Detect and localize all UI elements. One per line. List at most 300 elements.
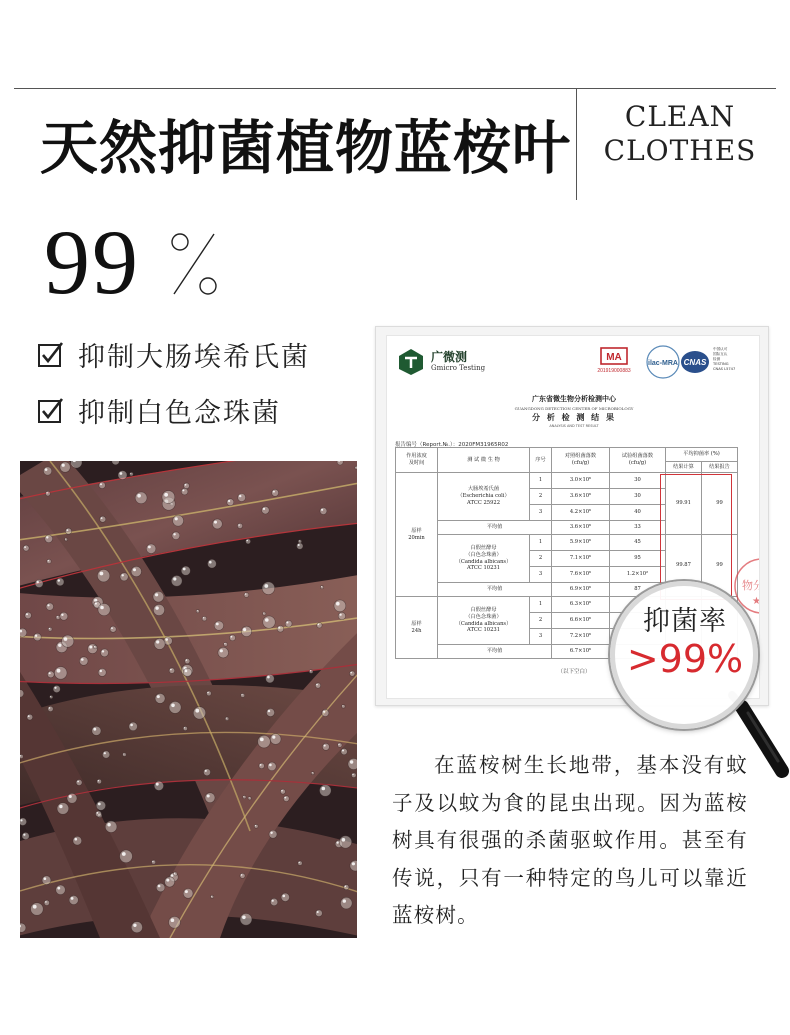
brand-line-1: CLEAN bbox=[624, 100, 736, 133]
water-drop-highlight bbox=[58, 644, 61, 647]
row-control: 3.6×10⁶ bbox=[552, 489, 610, 505]
water-drop-highlight bbox=[260, 764, 262, 766]
row-control: 7.2×10⁶ bbox=[552, 629, 610, 645]
magnifier-value: >99% bbox=[626, 637, 744, 681]
water-drop-highlight bbox=[94, 646, 95, 647]
water-drop bbox=[262, 506, 270, 514]
water-drop bbox=[214, 621, 223, 630]
water-drop bbox=[258, 735, 271, 748]
water-drop bbox=[154, 781, 163, 790]
water-drop-highlight bbox=[81, 658, 84, 661]
water-drop bbox=[208, 559, 217, 568]
water-drop bbox=[238, 494, 246, 502]
water-drop bbox=[311, 772, 314, 775]
water-drop bbox=[165, 877, 175, 887]
water-drop-highlight bbox=[205, 770, 207, 772]
water-drop bbox=[341, 897, 353, 909]
water-drop bbox=[45, 535, 53, 543]
water-drop bbox=[183, 668, 191, 676]
row-seq: 3 bbox=[530, 629, 552, 645]
water-drop-highlight bbox=[224, 643, 225, 644]
water-drop bbox=[67, 793, 77, 803]
water-drop bbox=[135, 492, 147, 504]
water-drop-highlight bbox=[316, 684, 318, 686]
water-drop bbox=[352, 773, 357, 778]
water-drop-highlight bbox=[77, 781, 79, 783]
row-control: 7.6×10⁶ bbox=[552, 567, 610, 583]
water-drop-highlight bbox=[65, 539, 66, 540]
magnifier-label: 抑菌率 bbox=[643, 606, 727, 637]
water-drop bbox=[338, 743, 342, 747]
water-drop-highlight bbox=[238, 524, 240, 526]
water-drop-highlight bbox=[323, 711, 325, 713]
col-seq: 序号 bbox=[530, 448, 552, 473]
brand-text bbox=[600, 100, 760, 168]
report-result-title: 分 析 检 测 结 果 bbox=[532, 413, 616, 422]
water-drop bbox=[193, 707, 205, 719]
brand-line-2: CLOTHES bbox=[603, 134, 757, 167]
row-seq: 3 bbox=[530, 505, 552, 521]
water-drop bbox=[97, 779, 102, 784]
water-drop bbox=[120, 573, 128, 581]
water-drop bbox=[241, 693, 245, 697]
water-drop bbox=[240, 913, 252, 925]
checkbox-checked-icon bbox=[38, 341, 64, 367]
group-time: 原样 20min bbox=[396, 473, 438, 597]
water-drop-highlight bbox=[321, 586, 322, 587]
water-drop-highlight bbox=[175, 517, 178, 520]
stat-value: 99 bbox=[44, 211, 140, 313]
header-divider bbox=[576, 88, 577, 200]
water-drop bbox=[181, 566, 190, 575]
water-drop bbox=[183, 889, 193, 899]
water-drop bbox=[173, 872, 177, 876]
percent-sign-icon bbox=[170, 228, 220, 298]
water-drop bbox=[65, 528, 71, 534]
water-drop-highlight bbox=[267, 676, 270, 679]
water-drop-highlight bbox=[57, 616, 58, 617]
svg-text:检测: 检测 bbox=[713, 357, 721, 361]
water-drop-highlight bbox=[102, 650, 104, 652]
water-drop bbox=[196, 610, 199, 613]
water-drop-highlight bbox=[342, 705, 343, 706]
water-drop bbox=[96, 811, 102, 817]
lab-name-cn: 广微测 bbox=[431, 350, 468, 364]
water-drop-highlight bbox=[214, 521, 217, 524]
water-drop-highlight bbox=[20, 819, 22, 821]
water-drop bbox=[181, 488, 188, 495]
water-drop bbox=[285, 620, 292, 627]
water-drop-highlight bbox=[170, 669, 172, 671]
description-text: 在蓝桉树生长地带，基本没有蚊子及以蚊为食的昆虫出现。因为蓝桉树具有很强的杀菌驱蚊作用。甚至有传说，只有一种特定的鸟儿可以靠近蓝桉树。 bbox=[392, 753, 748, 927]
water-drop-highlight bbox=[226, 718, 227, 719]
rate-report: 99 bbox=[702, 473, 738, 535]
water-drop bbox=[241, 626, 251, 636]
water-drop bbox=[171, 576, 182, 587]
water-drop-highlight bbox=[246, 540, 248, 542]
water-drop bbox=[152, 860, 156, 864]
water-drop bbox=[47, 671, 54, 678]
water-drop bbox=[224, 642, 228, 646]
water-drop-highlight bbox=[54, 687, 56, 689]
water-drop bbox=[56, 885, 66, 895]
water-drop-highlight bbox=[185, 890, 188, 893]
water-drop-highlight bbox=[183, 568, 186, 571]
water-drop-highlight bbox=[67, 529, 69, 531]
avg-control: 6.9×10⁶ bbox=[552, 583, 610, 597]
water-drop bbox=[316, 910, 323, 917]
water-drop bbox=[169, 701, 181, 713]
water-drop bbox=[102, 751, 109, 758]
water-drop bbox=[320, 785, 332, 797]
svg-text:TESTING: TESTING bbox=[713, 362, 729, 366]
water-drop bbox=[56, 578, 64, 586]
svg-text:★: ★ bbox=[752, 596, 761, 607]
water-drop-highlight bbox=[47, 604, 49, 606]
water-drop bbox=[27, 714, 33, 720]
water-drop-highlight bbox=[120, 472, 123, 475]
row-test: 40 bbox=[610, 505, 666, 521]
water-drop bbox=[227, 499, 234, 506]
water-drop-highlight bbox=[260, 738, 264, 742]
water-drop bbox=[169, 668, 175, 674]
water-drop-highlight bbox=[152, 861, 153, 862]
group-time: 原样 24h bbox=[396, 597, 438, 659]
water-drop-highlight bbox=[130, 473, 131, 474]
svg-text:ilac-MRA: ilac-MRA bbox=[648, 360, 678, 367]
water-drop bbox=[344, 885, 349, 890]
report-number: 报告编号（Report.№.）：2020FM31965R02 bbox=[395, 442, 509, 448]
water-drop-highlight bbox=[59, 805, 62, 808]
water-drop bbox=[269, 830, 277, 838]
water-drop-highlight bbox=[264, 584, 268, 588]
water-drop bbox=[254, 824, 258, 828]
water-drop-highlight bbox=[45, 468, 48, 471]
water-drop-highlight bbox=[336, 602, 340, 606]
water-drop-highlight bbox=[281, 790, 283, 792]
col-rate-calc: 结果计算 bbox=[666, 462, 702, 473]
water-drop-highlight bbox=[203, 617, 204, 618]
water-drop-highlight bbox=[58, 579, 60, 581]
water-drop-highlight bbox=[157, 695, 160, 698]
water-drop-highlight bbox=[216, 623, 219, 626]
water-drop bbox=[162, 491, 175, 504]
water-drop bbox=[183, 726, 187, 730]
water-drop bbox=[76, 780, 82, 786]
water-drop bbox=[96, 801, 105, 810]
water-drop-highlight bbox=[265, 618, 269, 622]
water-drop bbox=[99, 482, 106, 489]
water-drop bbox=[23, 545, 29, 551]
avg-control: 3.6×10⁶ bbox=[552, 521, 610, 535]
report-footer: （以下空白） bbox=[557, 669, 591, 675]
water-drop bbox=[130, 472, 134, 476]
water-drop bbox=[184, 483, 190, 489]
water-drop-highlight bbox=[173, 533, 175, 535]
water-drop bbox=[42, 876, 51, 885]
water-drop bbox=[185, 659, 190, 664]
water-drop bbox=[48, 706, 53, 711]
water-drop bbox=[60, 462, 70, 472]
organism-name: 白假丝酵母 （白色念珠菌） （Candida albicans） ATCC 10231 bbox=[438, 535, 530, 583]
water-drop bbox=[169, 916, 181, 928]
water-drop bbox=[92, 726, 101, 735]
water-drop bbox=[110, 626, 116, 632]
row-seq: 3 bbox=[530, 567, 552, 583]
water-drop-highlight bbox=[35, 635, 37, 637]
water-drop-highlight bbox=[182, 489, 184, 491]
water-drop-highlight bbox=[171, 704, 175, 708]
col-control: 对照组菌落数 (cfu/g) bbox=[552, 448, 610, 473]
water-drop-highlight bbox=[26, 613, 28, 615]
water-drop bbox=[129, 722, 138, 731]
water-drop bbox=[341, 748, 347, 754]
water-drop bbox=[155, 693, 165, 703]
water-drop bbox=[334, 600, 346, 612]
water-drop-highlight bbox=[173, 577, 176, 580]
water-drop-highlight bbox=[95, 603, 97, 605]
water-drop bbox=[79, 657, 88, 666]
water-drop bbox=[105, 821, 117, 833]
water-drop-highlight bbox=[165, 638, 168, 641]
water-drop-highlight bbox=[340, 614, 342, 616]
water-drop bbox=[54, 667, 67, 680]
water-drop-highlight bbox=[158, 885, 161, 888]
water-drop-highlight bbox=[283, 895, 286, 898]
row-seq: 1 bbox=[530, 535, 552, 551]
water-drop bbox=[120, 850, 133, 863]
certification-marks-icon bbox=[597, 342, 757, 386]
water-drop bbox=[47, 559, 51, 563]
water-drop-highlight bbox=[310, 670, 311, 671]
water-drop-highlight bbox=[269, 764, 272, 767]
water-drop-highlight bbox=[64, 637, 68, 641]
col-organism: 测 试 微 生 物 bbox=[438, 448, 530, 473]
water-drop bbox=[62, 635, 74, 647]
water-drop-highlight bbox=[89, 646, 92, 649]
water-drop-highlight bbox=[342, 838, 346, 842]
water-drop-highlight bbox=[209, 561, 212, 564]
row-control: 6.3×10⁶ bbox=[552, 597, 610, 613]
water-drop bbox=[98, 604, 110, 616]
water-drop-highlight bbox=[268, 710, 270, 712]
avg-test: 87 bbox=[610, 583, 666, 597]
water-drop bbox=[283, 796, 289, 802]
water-drop-highlight bbox=[284, 797, 286, 799]
row-test: 30 bbox=[610, 489, 666, 505]
water-drop bbox=[309, 670, 313, 674]
rate-calc: 99.91 bbox=[666, 473, 702, 535]
water-drop bbox=[259, 763, 265, 769]
water-drop bbox=[123, 753, 127, 757]
water-drop bbox=[348, 758, 357, 769]
water-drop bbox=[35, 580, 43, 588]
water-drop-highlight bbox=[100, 483, 102, 485]
water-drop bbox=[50, 695, 53, 698]
svg-text:MA: MA bbox=[606, 352, 622, 363]
water-drop-highlight bbox=[185, 484, 187, 486]
water-drop bbox=[43, 467, 51, 475]
water-drop bbox=[244, 593, 249, 598]
water-drop bbox=[146, 544, 156, 554]
eucalyptus-leaves-photo bbox=[20, 461, 357, 938]
row-control: 6.6×10⁶ bbox=[552, 613, 610, 629]
svg-text:国际互认: 国际互认 bbox=[713, 352, 728, 356]
water-drop-highlight bbox=[171, 918, 175, 922]
row-seq: 2 bbox=[530, 613, 552, 629]
water-drop-highlight bbox=[100, 572, 104, 576]
water-drop-highlight bbox=[343, 899, 346, 902]
row-control: 7.1×10⁶ bbox=[552, 551, 610, 567]
water-drop bbox=[73, 836, 82, 845]
water-drop-highlight bbox=[207, 795, 210, 798]
water-drop-highlight bbox=[338, 744, 339, 745]
water-drop-highlight bbox=[299, 862, 300, 863]
water-drop-highlight bbox=[49, 672, 51, 674]
row-seq: 2 bbox=[530, 551, 552, 567]
water-drop-highlight bbox=[57, 887, 60, 890]
checkbox-checked-icon bbox=[38, 397, 64, 423]
water-drop bbox=[266, 708, 274, 716]
water-drop-highlight bbox=[49, 707, 51, 709]
water-drop bbox=[320, 508, 327, 515]
benefit-item bbox=[38, 336, 310, 372]
water-drop bbox=[204, 769, 211, 776]
water-drop-highlight bbox=[211, 896, 212, 897]
cma-number: 201919000883 bbox=[597, 368, 631, 374]
water-drop-highlight bbox=[100, 606, 104, 610]
water-drop-highlight bbox=[37, 581, 39, 583]
magnifier-callout bbox=[598, 573, 788, 773]
water-drop-highlight bbox=[342, 750, 344, 752]
water-drop-highlight bbox=[123, 754, 124, 755]
water-drop bbox=[355, 466, 357, 469]
water-drop-highlight bbox=[174, 873, 175, 874]
avg-label: 平均值 bbox=[438, 645, 552, 659]
water-drop bbox=[56, 616, 60, 620]
benefit-list bbox=[38, 336, 310, 448]
row-control: 3.0×10⁶ bbox=[552, 473, 610, 489]
col-time: 作用浓度 及时间 bbox=[396, 448, 438, 473]
row-test: 30 bbox=[610, 473, 666, 489]
water-drop bbox=[262, 582, 275, 595]
water-drop bbox=[69, 895, 78, 904]
cnas-number: CNAS L5747 bbox=[713, 367, 736, 371]
page-title: 天然抑菌植物蓝桉叶 bbox=[40, 114, 572, 182]
water-drop-highlight bbox=[69, 795, 72, 798]
water-drop-highlight bbox=[46, 536, 48, 538]
organism-name: 大肠埃希氏菌 （Escherichia coli） ATCC 25922 bbox=[438, 473, 530, 521]
water-drop-highlight bbox=[243, 628, 246, 631]
col-rate: 平均抑菌率 (%) bbox=[666, 448, 738, 462]
svg-text:物分: 物分 bbox=[742, 579, 764, 592]
water-drop bbox=[20, 755, 23, 759]
rate-report: 99 bbox=[702, 535, 738, 597]
svg-text:CNAS: CNAS bbox=[683, 358, 707, 367]
water-drop-highlight bbox=[272, 736, 275, 739]
water-drop-highlight bbox=[270, 832, 272, 834]
water-drop-highlight bbox=[242, 916, 246, 920]
water-drop bbox=[212, 519, 222, 529]
water-drop-highlight bbox=[61, 614, 63, 616]
row-test: 45 bbox=[610, 535, 666, 551]
water-drop bbox=[48, 627, 52, 631]
water-drop bbox=[342, 705, 345, 708]
water-drop-highlight bbox=[57, 669, 61, 673]
water-drop-highlight bbox=[272, 900, 274, 902]
row-control: 4.2×10⁶ bbox=[552, 505, 610, 521]
water-drop-highlight bbox=[156, 640, 159, 643]
water-drop bbox=[22, 832, 29, 839]
water-drop bbox=[173, 515, 184, 526]
water-drop bbox=[53, 685, 60, 692]
water-drop bbox=[322, 743, 329, 750]
water-drop-highlight bbox=[100, 670, 102, 672]
avg-control: 6.7×10⁶ bbox=[552, 645, 610, 659]
water-drop-highlight bbox=[111, 627, 113, 629]
water-drop-highlight bbox=[249, 797, 250, 798]
water-drop-highlight bbox=[122, 852, 126, 856]
water-drop-highlight bbox=[133, 924, 136, 927]
water-drop-highlight bbox=[228, 500, 230, 502]
water-drop-highlight bbox=[148, 546, 151, 549]
water-drop-highlight bbox=[286, 622, 288, 624]
water-drop-highlight bbox=[155, 593, 158, 596]
water-drop bbox=[280, 789, 285, 794]
water-drop bbox=[153, 591, 164, 602]
water-drop-highlight bbox=[241, 874, 243, 876]
water-drop bbox=[34, 633, 42, 641]
benefit-item bbox=[38, 392, 310, 428]
water-drop bbox=[20, 628, 27, 637]
water-drop-highlight bbox=[104, 752, 106, 754]
water-drop-highlight bbox=[312, 772, 313, 773]
water-drop-highlight bbox=[50, 696, 51, 697]
water-drop-highlight bbox=[93, 728, 96, 731]
water-drop-highlight bbox=[133, 568, 136, 571]
water-drop bbox=[131, 922, 142, 933]
water-drop bbox=[270, 734, 281, 745]
water-drop-highlight bbox=[321, 509, 323, 511]
water-drop-highlight bbox=[345, 886, 347, 888]
lab-name-en: Gmicro Testing bbox=[431, 364, 486, 372]
water-drop-highlight bbox=[263, 613, 264, 614]
water-drop-highlight bbox=[98, 780, 99, 781]
water-drop-highlight bbox=[71, 897, 74, 900]
report-result-title-en: ANALYSIS AND TEST RESULT bbox=[549, 424, 599, 428]
water-drop-highlight bbox=[49, 628, 50, 629]
water-drop bbox=[156, 883, 165, 892]
water-drop-highlight bbox=[156, 783, 159, 786]
water-drop-highlight bbox=[155, 606, 158, 609]
row-seq: 2 bbox=[530, 489, 552, 505]
row-test: 95 bbox=[610, 551, 666, 567]
water-drop bbox=[337, 461, 343, 465]
water-drop-highlight bbox=[298, 544, 300, 546]
row-test: 1.2×10² bbox=[610, 567, 666, 583]
water-drop-highlight bbox=[164, 493, 168, 497]
water-drop-highlight bbox=[350, 672, 352, 674]
water-drop bbox=[298, 861, 302, 865]
header-top-rule bbox=[14, 88, 776, 89]
water-drop-highlight bbox=[220, 649, 223, 652]
water-drop-highlight bbox=[97, 812, 99, 814]
water-drop bbox=[350, 671, 355, 676]
water-drop-highlight bbox=[337, 842, 339, 844]
water-drop bbox=[240, 873, 245, 878]
water-drop bbox=[100, 516, 106, 522]
water-drop-highlight bbox=[356, 467, 357, 468]
